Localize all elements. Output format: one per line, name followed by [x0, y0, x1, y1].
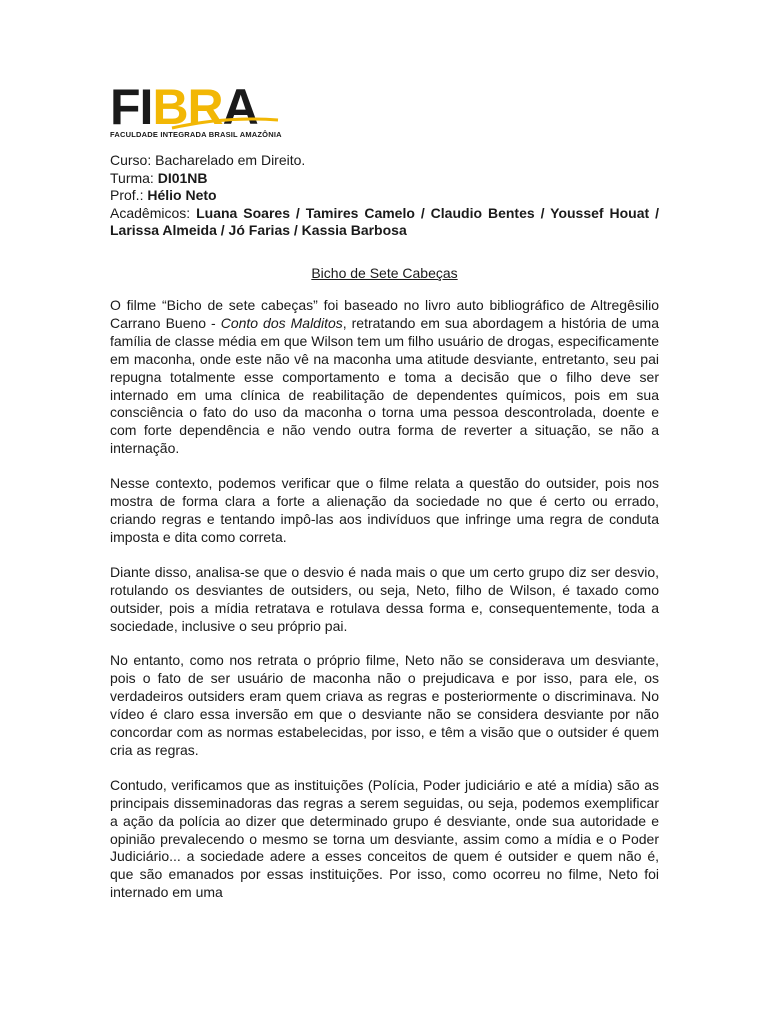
- class-label: Turma:: [110, 169, 154, 186]
- professor-label: Prof.:: [110, 187, 144, 203]
- document-title-text: Bicho de Sete Cabeças: [311, 265, 458, 281]
- paragraph-1-part-b: , retratando em sua abordagem a história de uma família de classe média em que Wilson tem um filho usuário de drogas, especificamente em maconha, onde este não vê na maconha uma atitude desviante, entretanto, seu pai repugna totalmente esse comportamento e toma a decisão que o filho deve ser internado em uma clínica de reabilitação de dependentes químicos, pois em sua consciência o fato do uso da maconha o torna uma pessoa descontrolada, doente e com forte dependência e não vendo outra forma de reverter a situação, se não a internação.: [110, 314, 659, 457]
- logo-fi: FI: [110, 79, 153, 135]
- paragraph-2: Nesse contexto, podemos verificar que o filme relata a questão do outsider, pois nos mostra de forma clara a forte a alienação da sociedade no que é certo ou errado, criando regras e tentando impô-las aos indivíduos que infringe uma regra de conduta imposta e dita como correta.: [110, 475, 659, 545]
- students-value: Luana Soares / Tamires Camelo / Claudio Bentes / Youssef Houat / Larissa Almeida / Jó Farias / Kassia Barbosa: [110, 204, 660, 238]
- logo-a: A: [222, 79, 258, 135]
- logo-tagline: FACULDADE INTEGRADA BRASIL AMAZÔNIA: [110, 130, 282, 139]
- professor-value: Hélio Neto: [147, 187, 217, 203]
- document-title: [110, 265, 659, 282]
- header-info: [110, 152, 659, 240]
- class-value: DI01NB: [157, 169, 208, 186]
- paragraph-4: No entanto, como nos retrata o próprio filme, Neto não se considerava um desviante, pois o fato de ser usuário de maconha não o prejudicava e por isso, para ele, os verdadeiros outsiders eram quem criava as regras e posteriormente o discriminava. No vídeo é claro essa inversão em que o desviante não se considera desviante por não concordar com as normas estabelecidas, por isso, e têm a visão que o outsider é quem cria as regras.: [110, 652, 659, 758]
- course-value: Bacharelado em Direito.: [155, 152, 306, 168]
- professor-line: [110, 187, 659, 205]
- course-label: Curso:: [110, 152, 152, 168]
- paragraph-1-part-a: O filme “Bicho de sete cabeças” foi baseado no livro auto bibliográfico de Altregêsilio Carrano Bueno -: [110, 297, 659, 331]
- paragraph-3: Diante disso, analisa-se que o desvio é nada mais o que um certo grupo diz ser desvio, rotulando os desviantes de outsiders, ou seja, Neto, filho de Wilson, é taxado como outsider, pois a mídia retratava e rotulava dessa forma e, consequentemente, toda a sociedade, inclusive o seu próprio pai.: [110, 563, 659, 634]
- students-line: [110, 205, 659, 240]
- paragraph-1: [110, 297, 659, 458]
- logo-bra: BR: [152, 79, 223, 135]
- paragraph-5: Contudo, verificamos que as instituições (Polícia, Poder judiciário e até a mídia) são as principais disseminadoras das regras a serem seguidas, ou seja, podemos exemplificar a ação da polícia ao dizer que determinado grupo é desviante, onde sua autoridade e opinião prevalecendo o mesmo se torna um desviante, assim como a mídia e o Poder Judiciário... a sociedade adere a esses conceitos de quem é outsider e quem não é, que são emanados por essas instituições. Por isso, como ocorreu no filme, Neto foi internado em uma: [110, 776, 659, 901]
- paragraph-1-book-title: Conto dos Malditos: [220, 314, 343, 331]
- course-line: [110, 152, 659, 170]
- class-line: [110, 170, 659, 188]
- document-body: [110, 297, 659, 902]
- fibra-logo: [110, 79, 320, 142]
- students-label: Acadêmicos:: [110, 204, 191, 221]
